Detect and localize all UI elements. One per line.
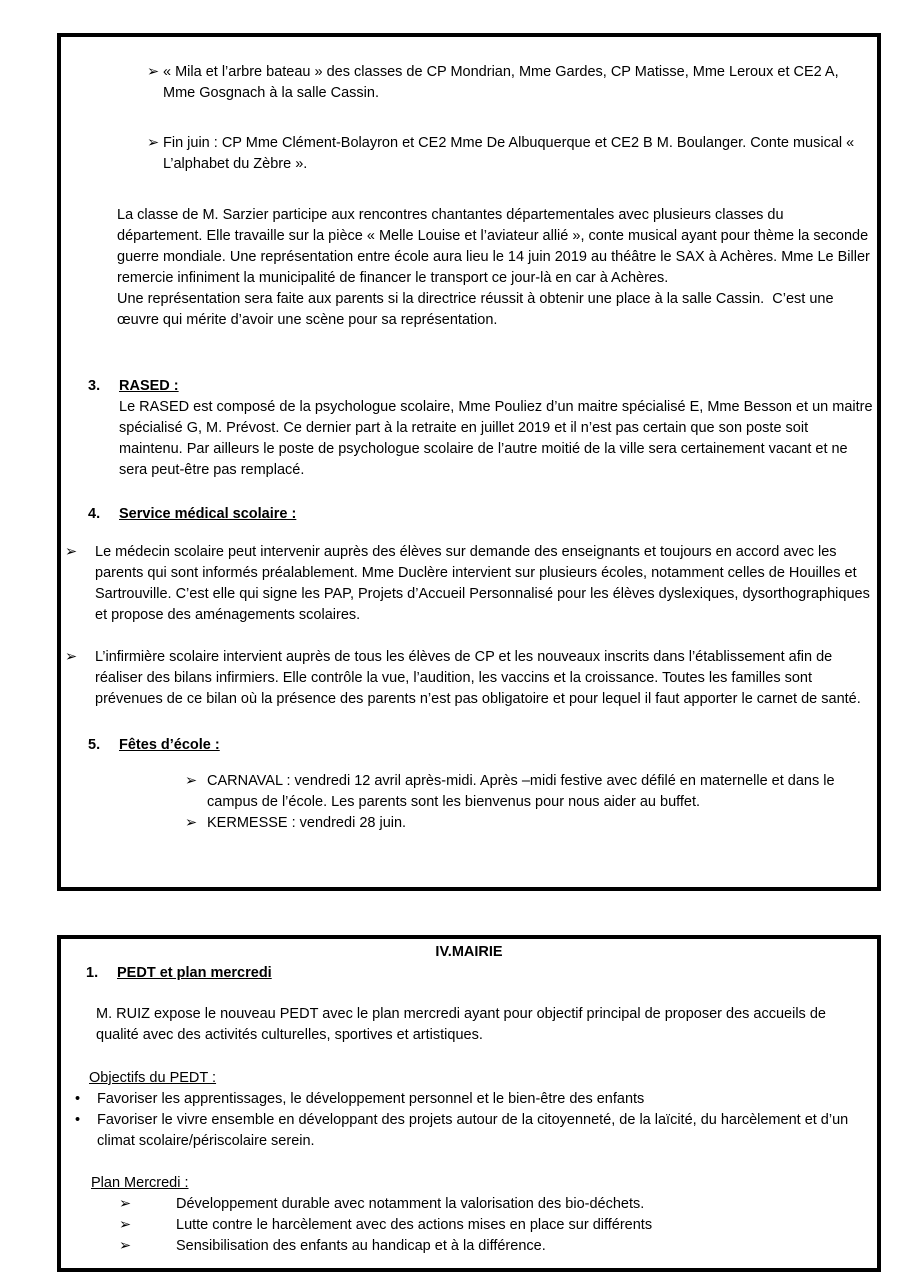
section-number: 3. bbox=[88, 378, 101, 394]
list-item bbox=[119, 1215, 871, 1236]
section-title: Service médical scolaire : bbox=[119, 506, 297, 522]
arrow-bullet-icon: ➢ bbox=[185, 773, 198, 789]
bullet-text: L’infirmière scolaire intervient auprès de tous les élèves de CP et les nouveaux inscrits dans l’établissement afin de réaliser des bilans infirmiers. Elle contrôle la vue, l’audition, les vaccins et la croissance. Toutes les familles sont prévenues de ce bilan où la présence des parents n’est pas obligatoire et pour lequel il faut apporter le carnet de santé. bbox=[95, 649, 861, 707]
list-item bbox=[119, 1194, 871, 1215]
bullet-text: KERMESSE : vendredi 28 juin. bbox=[207, 815, 407, 831]
list-item bbox=[147, 133, 871, 175]
list-item bbox=[75, 1089, 871, 1110]
arrow-bullet-icon: ➢ bbox=[119, 1217, 132, 1233]
section-number: 4. bbox=[88, 506, 101, 522]
list-item bbox=[185, 771, 873, 813]
list-item bbox=[65, 647, 873, 710]
list-item bbox=[185, 813, 873, 834]
subsection-title: Objectifs du PEDT : bbox=[89, 1070, 217, 1086]
section-header-title: IV.MAIRIE bbox=[435, 944, 503, 960]
arrow-bullet-icon: ➢ bbox=[65, 544, 78, 560]
paragraph: Le RASED est composé de la psychologue scolaire, Mme Pouliez d’un maitre spécialisé E, Mme Besson et un maitre spécialisé G, M. Prévost. Ce dernier part à la retraite en juillet 2019 et il n’est pas certain que son poste soit maintenu. Par ailleurs le poste de psychologue scolaire de l’autre moitié de la ville sera certainement vacant et ne sera peut-être pas remplacé. bbox=[119, 399, 877, 478]
dot-bullet-icon: • bbox=[75, 1091, 81, 1107]
bullet-text: Favoriser le vivre ensemble en développant des projets autour de la citoyenneté, de la laïcité, du harcèlement et d’un climat scolaire/périscolaire serein. bbox=[97, 1112, 853, 1149]
bullet-text: Le médecin scolaire peut intervenir auprès des élèves sur demande des enseignants et toujours en accord avec les parents qui sont informés préalablement. Mme Duclère intervient sur plusieurs écoles, notamment celles de Houilles et Sartrouville. C’est elle qui signe les PAP, Projets d’Accueil Personnalisé pour les élèves dyslexiques, dysorthographiques et propose des aménagements scolaires. bbox=[95, 544, 874, 623]
section-heading bbox=[88, 376, 877, 397]
list-item bbox=[65, 542, 873, 626]
bullet-text: Sensibilisation des enfants au handicap et à la différence. bbox=[176, 1238, 546, 1254]
event-bullet-text: Fin juin : CP Mme Clément-Bolayron et CE2 Mme De Albuquerque et CE2 B M. Boulanger. Conte musical « L’alphabet du Zèbre ». bbox=[163, 135, 859, 172]
section-number: 1. bbox=[86, 965, 99, 981]
bullet-text: Développement durable avec notamment la valorisation des bio-déchets. bbox=[176, 1196, 645, 1212]
section-title: RASED : bbox=[119, 378, 179, 394]
list-item bbox=[119, 1236, 871, 1257]
paragraph: La classe de M. Sarzier participe aux rencontres chantantes départementales avec plusieurs classes du département. Elle travaille sur la pièce « Melle Louise et l’aviateur allié », conte musical ayant pour thème la seconde guerre mondiale. Une représentation entre école aura lieu le 14 juin 2019 au théâtre le SAX à Achères. Mme Le Biller remercie infiniment la municipalité de financer le transport ce jour-là en car à Achères. bbox=[117, 207, 874, 286]
section-heading bbox=[88, 735, 877, 756]
bullet-text: CARNAVAL : vendredi 12 avril après-midi. Après –midi festive avec défilé en maternelle et dans le campus de l’école. Les parents sont les bienvenus pour nous aider au buffet. bbox=[207, 773, 839, 810]
arrow-bullet-icon: ➢ bbox=[119, 1196, 132, 1212]
list-item bbox=[147, 62, 871, 104]
arrow-bullet-icon: ➢ bbox=[147, 135, 160, 151]
paragraph: Une représentation sera faite aux parents si la directrice réussit à obtenir une place à la salle Cassin. C’est une œuvre qui mérite d’avoir une scène pour sa représentation. bbox=[117, 291, 838, 328]
dot-bullet-icon: • bbox=[75, 1112, 81, 1128]
arrow-bullet-icon: ➢ bbox=[119, 1238, 132, 1254]
subsection-title: Plan Mercredi : bbox=[91, 1175, 189, 1191]
section-number: 5. bbox=[88, 737, 101, 753]
arrow-bullet-icon: ➢ bbox=[147, 64, 160, 80]
bullet-text: Favoriser les apprentissages, le développement personnel et le bien-être des enfants bbox=[97, 1091, 645, 1107]
school-report-frame bbox=[57, 33, 881, 891]
section-heading bbox=[88, 504, 877, 525]
mairie-frame bbox=[57, 935, 881, 1272]
bullet-text: Lutte contre le harcèlement avec des actions mises en place sur différents bbox=[176, 1217, 653, 1233]
arrow-bullet-icon: ➢ bbox=[185, 815, 198, 831]
list-item bbox=[75, 1110, 871, 1152]
section-heading bbox=[86, 963, 877, 984]
event-bullet-text: « Mila et l’arbre bateau » des classes de CP Mondrian, Mme Gardes, CP Matisse, Mme Leroux et CE2 A, Mme Gosgnach à la salle Cassin. bbox=[163, 64, 843, 101]
arrow-bullet-icon: ➢ bbox=[65, 649, 78, 665]
section-title: Fêtes d’école : bbox=[119, 737, 220, 753]
paragraph: M. RUIZ expose le nouveau PEDT avec le plan mercredi ayant pour objectif principal de proposer des accueils de qualité avec des activités culturelles, sportives et artistiques. bbox=[96, 1006, 830, 1043]
section-title: PEDT et plan mercredi bbox=[117, 965, 272, 981]
